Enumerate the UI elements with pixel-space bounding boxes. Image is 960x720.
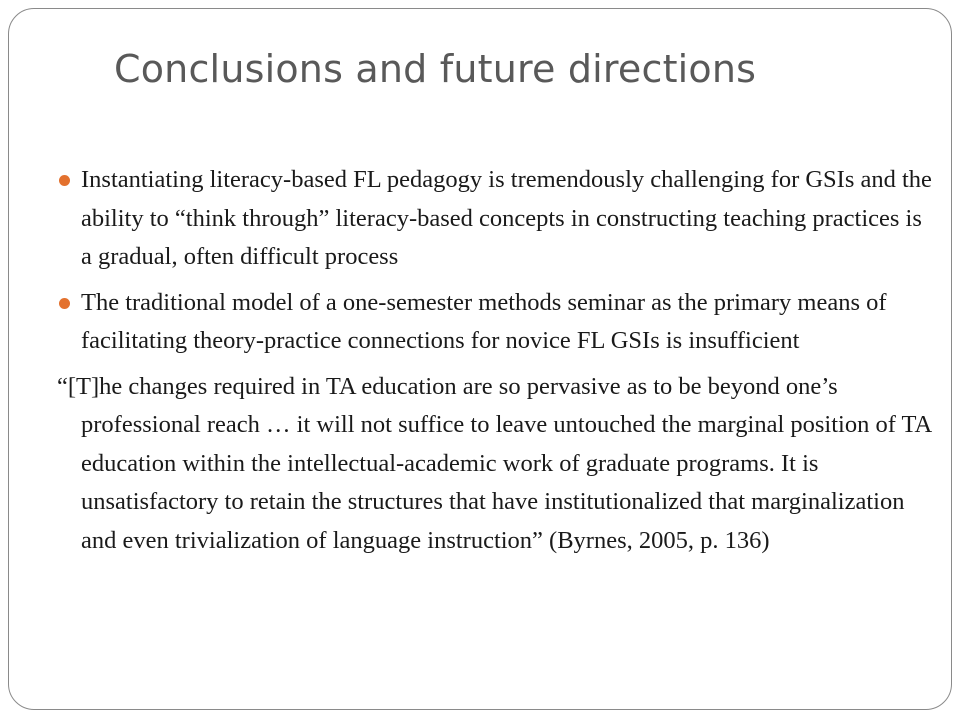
slide-body [57,161,937,560]
bullet-item-1 [57,161,937,277]
bullet-dot-icon [59,298,70,309]
slide [8,8,952,710]
slide-title: Conclusions and future directions [114,47,757,91]
bullet-item-2 [57,284,937,361]
bullet-text-2: The traditional model of a one-semester methods seminar as the primary means of facilitating theory-practice connections for novice FL GSIs is insufficient [81,288,887,354]
citation-quote: “[T]he changes required in TA education are so pervasive as to be beyond one’s professional reach … it will not suffice to leave untouched the marginal position of TA education within the intellectual-academic work of graduate programs. It is unsatisfactory to retain the structures that have institutionalized that marginalization and even trivialization of language instruction” (Byrnes, 2005, p. 136) [57,372,931,554]
bullet-dot-icon [59,175,70,186]
bullet-text-1: Instantiating literacy-based FL pedagogy is tremendously challenging for GSIs and the ability to “think through” literacy-based concepts in constructing teaching practices is a gradual, often difficult process [81,166,932,270]
